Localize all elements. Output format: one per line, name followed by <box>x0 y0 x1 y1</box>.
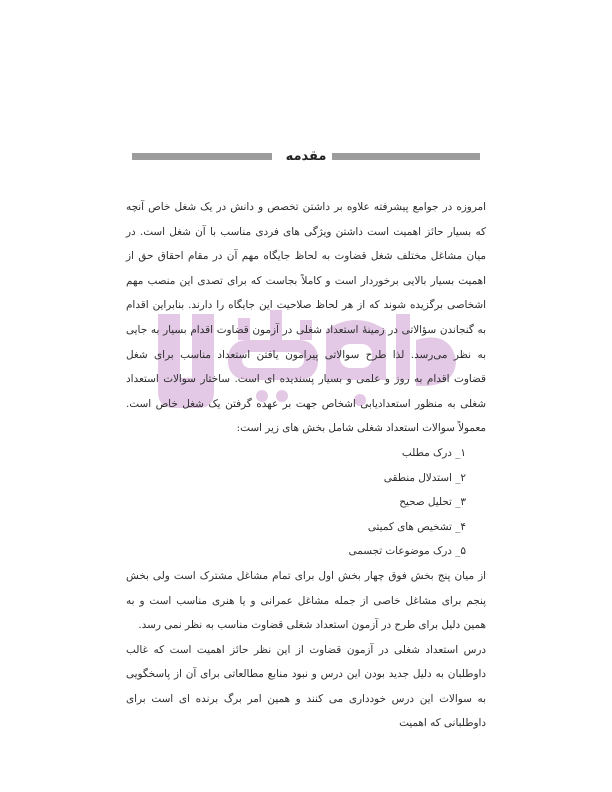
intro-paragraph: امروزه در جوامع پیشرفته علاوه بر داشتن تخصص و دانش در یک شغل خاص آنچه که بسیار حائز اهمیت است داشتن ویژگی های فردی مناسب با آن شغل است. در میان مشاغل مختلف شغل قضاوت به لحاظ جایگاه مهم آن در مقام احقاق حق از اهمیت بسیار بالایی برخوردار است و کاملاً بجاست که برای تصدی این منصب مهم اشخاصی برگزیده شوند که از هر لحاظ صلاحیت این جایگاه را دارند. بنابراین اقدام به گنجاندن سؤالاتی در زمینهٔ استعداد شغلی در آزمون قضاوت اقدام بسیار به جایی به نظر می‌رسد. لذا طرح سوالاتی پیرامون یافتن استعداد مناسب برای شغل قضاوت اقدام به روز و علمی و بسیار پسندیده ای است. ساختار سوالات استعداد شغلی به منظور استعدادیابی اشخاص جهت بر عهده گرفتن یک شغل خاص است. معمولاً سوالات استعداد شغلی شامل بخش های زیر است: <box>126 201 486 435</box>
list-item: ۴_ تشخیص های کمیتی <box>367 520 466 533</box>
list-item: ۵_ درک موضوعات تجسمی <box>348 545 466 558</box>
list-item: ۱_ درک مطلب <box>401 446 466 459</box>
list-item: ۳_ تحلیل صحیح <box>399 496 466 509</box>
section-title: مقدمه <box>285 149 327 164</box>
heading-rule-left <box>132 153 272 160</box>
closing-paragraph: درس استعداد شغلی در آزمون قضاوت از این نظر حائز اهمیت است که غالب داوطلبان به دلیل جدید بودن این درس و نبود منابع مطالعاتی برای آن از پاسخگویی به سوالات این درس خودداری می کنند و همین امر برگ برنده ای است برای داوطلبانی که اهمیت <box>126 643 486 730</box>
heading-rule-right <box>332 153 480 160</box>
list-item: ۲_ استدلال منطقی <box>383 471 466 484</box>
section-heading-bar <box>132 146 480 168</box>
body-text <box>126 195 486 736</box>
after-list-paragraph: از میان پنج بخش فوق چهار بخش اول برای تمام مشاغل مشترک است ولی بخش پنجم برای مشاغل خاصی از جمله مشاغل عمرانی و یا هنری مناسب است و به همین دلیل برای طرح در آزمون استعداد شغلی قضاوت مناسب به نظر نمی رسد. <box>126 569 486 632</box>
skill-sections-list <box>126 441 486 564</box>
